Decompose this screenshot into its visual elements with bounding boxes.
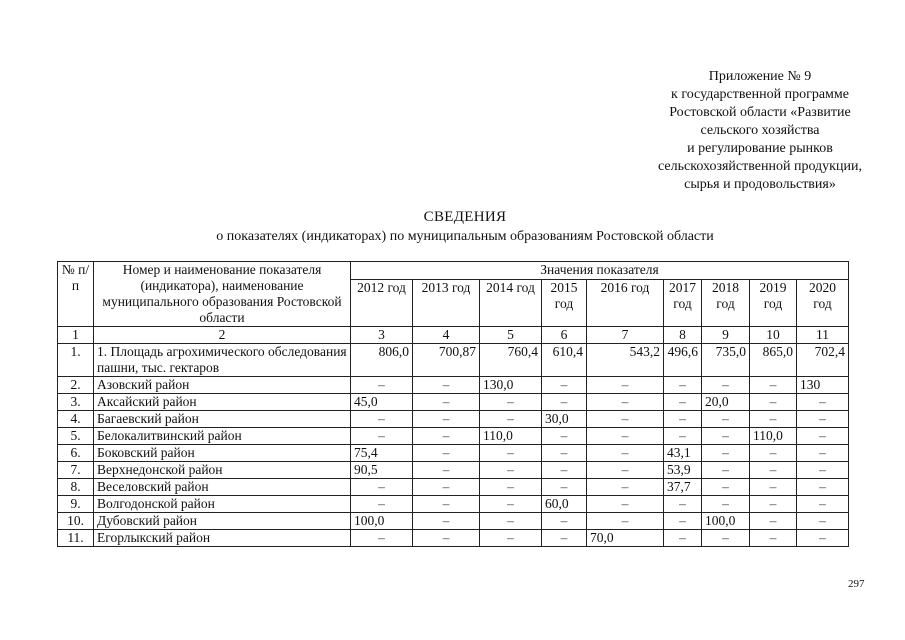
value-cell: –: [351, 377, 413, 394]
row-name: Егорлыкский район: [94, 530, 351, 547]
row-name: Боковский район: [94, 445, 351, 462]
value-cell: –: [542, 428, 587, 445]
header-year: 2012 год: [351, 280, 413, 327]
row-number: 7.: [58, 462, 94, 479]
row-name: Волгодонской район: [94, 496, 351, 513]
value-cell: 100,0: [351, 513, 413, 530]
value-cell: 610,4: [542, 344, 587, 377]
row-name: Аксайский район: [94, 394, 351, 411]
value-cell: 30,0: [542, 411, 587, 428]
header-year: 2019 год: [750, 280, 797, 327]
value-cell: –: [797, 479, 849, 496]
header-year: 2013 год: [413, 280, 480, 327]
value-cell: –: [664, 496, 702, 513]
column-number: 1: [58, 327, 94, 344]
value-cell: –: [750, 462, 797, 479]
appendix-line: к государственной программе: [671, 87, 849, 102]
value-cell: 70,0: [587, 530, 664, 547]
value-cell: 865,0: [750, 344, 797, 377]
value-cell: –: [413, 377, 480, 394]
value-cell: 735,0: [702, 344, 750, 377]
header-year: 2020 год: [797, 280, 849, 327]
value-cell: –: [542, 479, 587, 496]
table-row: [58, 394, 849, 411]
appendix-line: Приложение № 9: [708, 69, 812, 84]
value-cell: –: [587, 462, 664, 479]
row-number: 8.: [58, 479, 94, 496]
value-cell: –: [351, 496, 413, 513]
page-number: 297: [848, 578, 865, 590]
value-cell: –: [750, 394, 797, 411]
value-cell: –: [750, 496, 797, 513]
value-cell: –: [587, 445, 664, 462]
value-cell: 700,87: [413, 344, 480, 377]
value-cell: 702,4: [797, 344, 849, 377]
header-num: № п/п: [58, 262, 94, 327]
appendix-line: Ростовской области «Развитие: [669, 105, 851, 120]
row-number: 5.: [58, 428, 94, 445]
value-cell: –: [702, 411, 750, 428]
table-row: [58, 411, 849, 428]
appendix-line: и регулирование рынков: [687, 141, 833, 156]
column-number: 9: [702, 327, 750, 344]
value-cell: 60,0: [542, 496, 587, 513]
value-cell: –: [702, 428, 750, 445]
value-cell: 75,4: [351, 445, 413, 462]
value-cell: 110,0: [750, 428, 797, 445]
row-number: 11.: [58, 530, 94, 547]
value-cell: –: [413, 462, 480, 479]
value-cell: –: [480, 513, 542, 530]
value-cell: –: [351, 428, 413, 445]
table-row: [58, 513, 849, 530]
value-cell: –: [587, 411, 664, 428]
value-cell: –: [542, 394, 587, 411]
value-cell: –: [797, 513, 849, 530]
value-cell: 43,1: [664, 445, 702, 462]
document-subtitle: о показателях (индикаторах) по муниципальным образованиям Ростовской области: [216, 229, 714, 244]
value-cell: –: [587, 377, 664, 394]
value-cell: –: [702, 462, 750, 479]
column-number: 5: [480, 327, 542, 344]
row-name: 1. Площадь агрохимического обследования пашни, тыс. гектаров: [94, 344, 351, 377]
value-cell: –: [797, 462, 849, 479]
value-cell: –: [542, 445, 587, 462]
value-cell: –: [797, 394, 849, 411]
table-row: [58, 479, 849, 496]
value-cell: –: [351, 530, 413, 547]
value-cell: –: [351, 411, 413, 428]
value-cell: 20,0: [702, 394, 750, 411]
row-number: 6.: [58, 445, 94, 462]
value-cell: 100,0: [702, 513, 750, 530]
value-cell: –: [587, 394, 664, 411]
value-cell: 130: [797, 377, 849, 394]
value-cell: –: [413, 394, 480, 411]
value-cell: 37,7: [664, 479, 702, 496]
value-cell: 90,5: [351, 462, 413, 479]
column-number: 4: [413, 327, 480, 344]
value-cell: –: [480, 496, 542, 513]
table-row: [58, 530, 849, 547]
table-row: [58, 377, 849, 394]
value-cell: –: [750, 411, 797, 428]
value-cell: –: [797, 445, 849, 462]
row-number: 1.: [58, 344, 94, 377]
value-cell: –: [664, 411, 702, 428]
value-cell: –: [664, 428, 702, 445]
value-cell: –: [797, 428, 849, 445]
row-name: Веселовский район: [94, 479, 351, 496]
value-cell: –: [542, 530, 587, 547]
value-cell: –: [702, 530, 750, 547]
header-year: 2015 год: [542, 280, 587, 327]
column-number: 2: [94, 327, 351, 344]
column-number: 6: [542, 327, 587, 344]
header-year: 2016 год: [587, 280, 664, 327]
row-name: Белокалитвинский район: [94, 428, 351, 445]
value-cell: –: [750, 530, 797, 547]
table-row: [58, 344, 849, 377]
column-number: 11: [797, 327, 849, 344]
value-cell: –: [480, 445, 542, 462]
value-cell: 760,4: [480, 344, 542, 377]
row-number: 3.: [58, 394, 94, 411]
table-row: [58, 496, 849, 513]
value-cell: –: [587, 513, 664, 530]
value-cell: 130,0: [480, 377, 542, 394]
value-cell: –: [797, 411, 849, 428]
value-cell: –: [480, 411, 542, 428]
value-cell: –: [702, 445, 750, 462]
table-row: [58, 428, 849, 445]
header-name: Номер и наименование показателя (индикатора), наименование муниципального образования Ростовской области: [94, 262, 351, 327]
row-number: 2.: [58, 377, 94, 394]
header-year: 2018 год: [702, 280, 750, 327]
row-number: 10.: [58, 513, 94, 530]
row-number: 4.: [58, 411, 94, 428]
value-cell: –: [480, 530, 542, 547]
value-cell: –: [413, 513, 480, 530]
value-cell: –: [664, 377, 702, 394]
column-numbers-row: [58, 327, 849, 344]
value-cell: –: [750, 377, 797, 394]
table-row: [58, 462, 849, 479]
value-cell: –: [750, 445, 797, 462]
value-cell: –: [702, 377, 750, 394]
header-year: 2017 год: [664, 280, 702, 327]
value-cell: –: [797, 530, 849, 547]
value-cell: –: [480, 394, 542, 411]
appendix-line: сельского хозяйства: [700, 123, 820, 138]
value-cell: –: [664, 513, 702, 530]
row-name: Азовский район: [94, 377, 351, 394]
value-cell: –: [413, 479, 480, 496]
value-cell: –: [702, 479, 750, 496]
header-year: 2014 год: [480, 280, 542, 327]
appendix-line: сельскохозяйственной продукции,: [658, 159, 862, 174]
value-cell: –: [413, 530, 480, 547]
value-cell: –: [480, 479, 542, 496]
appendix-line: сырья и продовольствия»: [684, 177, 836, 192]
value-cell: 53,9: [664, 462, 702, 479]
value-cell: –: [542, 513, 587, 530]
value-cell: 806,0: [351, 344, 413, 377]
value-cell: –: [664, 394, 702, 411]
header-values: Значения показателя: [351, 262, 849, 280]
value-cell: 110,0: [480, 428, 542, 445]
value-cell: –: [702, 496, 750, 513]
value-cell: –: [413, 411, 480, 428]
table-row: [58, 445, 849, 462]
value-cell: –: [750, 479, 797, 496]
value-cell: 496,6: [664, 344, 702, 377]
value-cell: –: [413, 445, 480, 462]
value-cell: –: [413, 428, 480, 445]
column-number: 10: [750, 327, 797, 344]
row-name: Багаевский район: [94, 411, 351, 428]
indicators-table: [57, 261, 849, 547]
value-cell: –: [351, 479, 413, 496]
column-number: 8: [664, 327, 702, 344]
row-number: 9.: [58, 496, 94, 513]
value-cell: –: [664, 530, 702, 547]
value-cell: –: [587, 479, 664, 496]
value-cell: –: [750, 513, 797, 530]
value-cell: –: [542, 377, 587, 394]
header-row: [58, 262, 849, 280]
value-cell: –: [480, 462, 542, 479]
value-cell: –: [587, 428, 664, 445]
value-cell: –: [797, 496, 849, 513]
document-title: СВЕДЕНИЯ: [423, 209, 507, 225]
value-cell: –: [542, 462, 587, 479]
column-number: 3: [351, 327, 413, 344]
value-cell: –: [413, 496, 480, 513]
column-number: 7: [587, 327, 664, 344]
value-cell: –: [587, 496, 664, 513]
row-name: Верхнедонской район: [94, 462, 351, 479]
row-name: Дубовский район: [94, 513, 351, 530]
value-cell: 543,2: [587, 344, 664, 377]
value-cell: 45,0: [351, 394, 413, 411]
appendix-block: [610, 68, 905, 194]
